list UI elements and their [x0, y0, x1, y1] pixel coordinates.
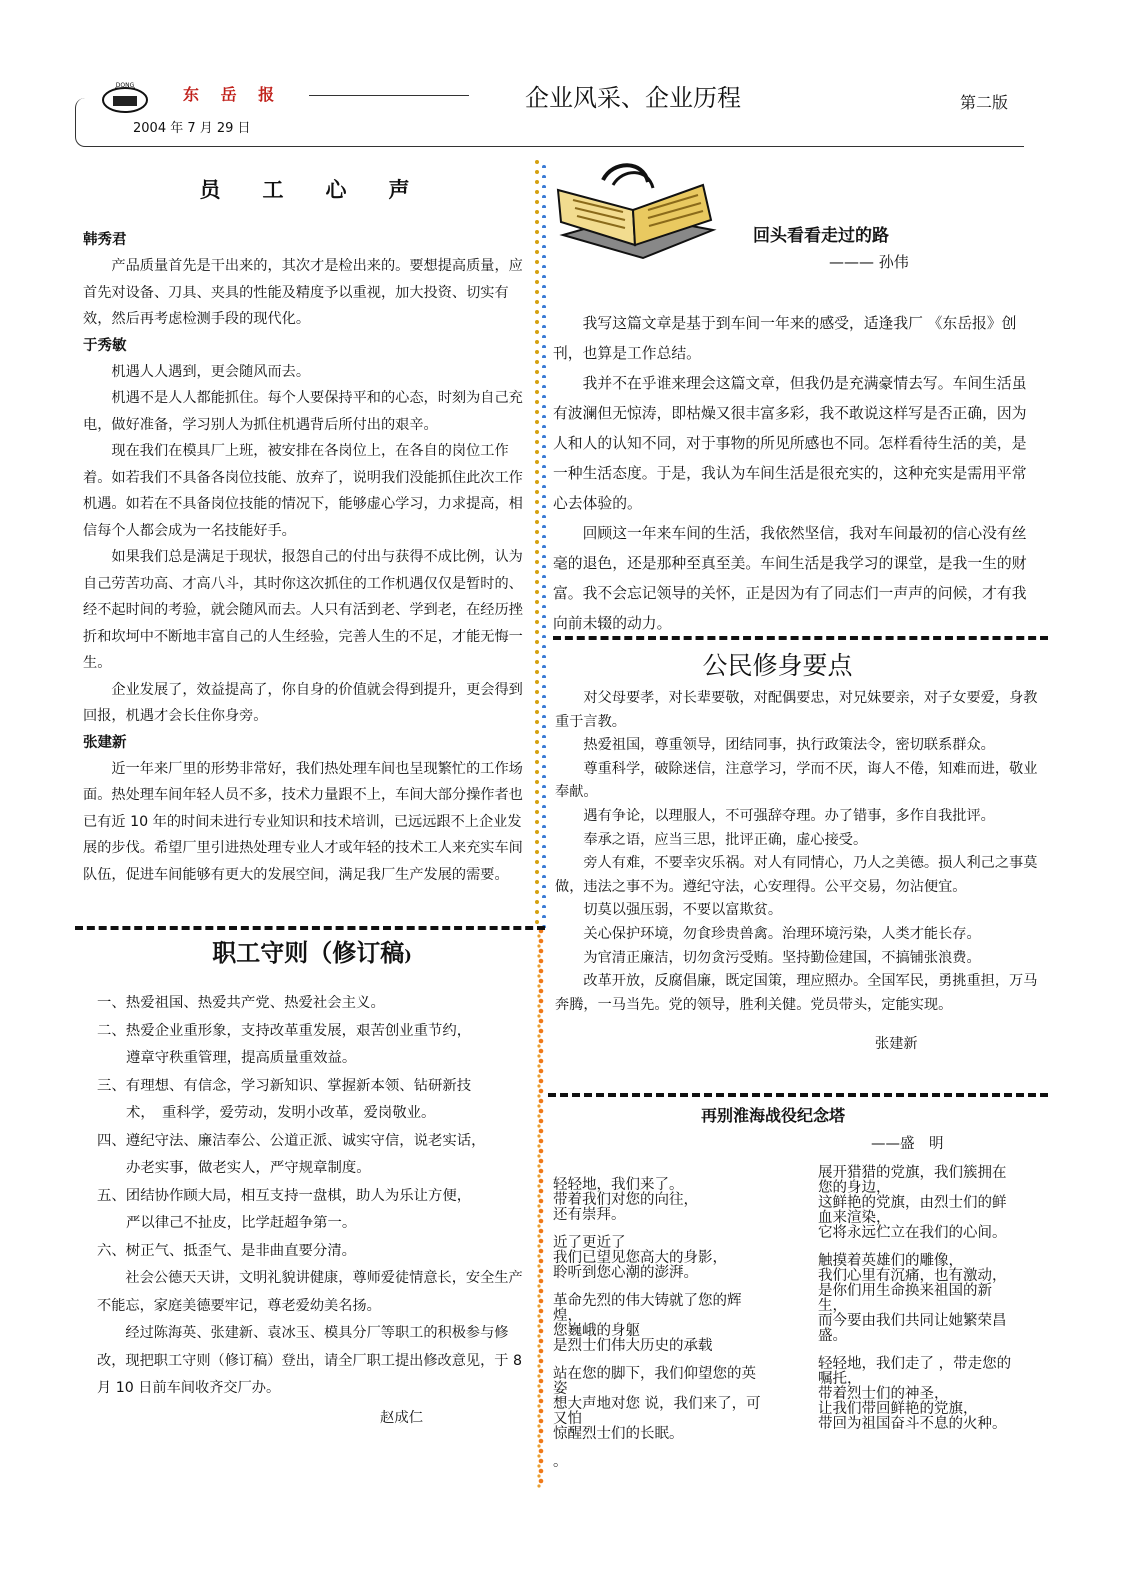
employee-voices-section — [83, 175, 526, 888]
voice-paragraph: 机遇不是人人都能抓住。每个人要保持平和的心态，时刻为自己充电，做好准备，学习别人为抓住机遇背后所付出的艰辛。 — [83, 390, 523, 433]
poem-title: 再别淮海战役纪念塔 — [700, 1106, 845, 1125]
code-item-text: 遵章守秩重管理，提高质量重效益。 — [126, 1050, 357, 1066]
code-signature: 赵成仁 — [380, 1409, 424, 1426]
voice-author-name: 于秀敏 — [83, 337, 127, 354]
poem-line: 还有崇拜。 — [553, 1207, 626, 1223]
look-back-section — [553, 222, 1038, 639]
poem-left-column — [553, 1178, 793, 1483]
poem-line: 您巍峨的身躯 — [553, 1323, 640, 1339]
voice-author-name: 张建新 — [83, 734, 127, 751]
code-item-number: 六、 — [97, 1242, 126, 1259]
poem-line: 触摸着英雄们的雕像， — [818, 1253, 963, 1269]
look-back-paragraph: 回顾这一年来车间的生活，我依然坚信，我对车间最初的信心没有丝毫的退色，还是那种至真至美。车间生活是我学习的课堂，是我一生的财富。我不会忘记领导的关怀，正是因为有了同志们一声声的问候，才有我向前未辍的动力。 — [553, 525, 1027, 632]
poem-section — [553, 1102, 1033, 1470]
logo-text: DONG — [115, 82, 135, 89]
civic-paragraph: 热爱祖国，尊重领导，团结同事，执行政策法令，密切联系群众。 — [583, 737, 995, 754]
code-item-number: 二、 — [97, 1022, 126, 1039]
poem-right-column — [818, 1166, 1038, 1445]
poem-line: 想大声地对您 说，我们来了，可 — [553, 1396, 761, 1412]
poem-line: 。 — [553, 1454, 568, 1470]
look-back-body — [553, 309, 1038, 639]
poem-line: 它将永远伫立在我们的心间。 — [818, 1225, 1007, 1241]
civic-paragraph: 尊重科学，破除迷信，注意学习，学而不厌，诲人不倦，知难而进，敬业奉献。 — [555, 760, 1038, 801]
code-item-line — [97, 1238, 527, 1266]
employee-code-section — [97, 935, 527, 1431]
poem-line: 轻轻地，我们来了。 — [553, 1177, 684, 1193]
poem-stanza — [553, 1294, 793, 1354]
code-item-line — [97, 1128, 527, 1156]
look-back-title: 回头看看走过的路 — [753, 226, 889, 246]
voices-body — [83, 227, 526, 888]
civic-paragraph: 遇有争论，以理服人，不可强辞夺理。办了错事，多作自我批评。 — [583, 807, 995, 824]
header-rule-short — [309, 95, 469, 96]
poem-stanza — [818, 1357, 1038, 1432]
poem-line: 盛。 — [818, 1328, 847, 1344]
code-item-text: 团结协作顾大局，相互支持一盘棋，助人为乐让方便， — [125, 1187, 472, 1204]
poem-line: 带着烈士们的神圣， — [818, 1386, 949, 1402]
code-item-number: 四、 — [97, 1132, 126, 1149]
civic-signature: 张建新 — [875, 1036, 918, 1053]
poem-line: 煌， — [553, 1308, 582, 1324]
poem-line: 近了更近了 — [553, 1235, 626, 1251]
code-body — [97, 990, 527, 1403]
poem-line: 是烈士们伟大历史的承载 — [553, 1338, 713, 1354]
poem-stanza — [553, 1455, 793, 1470]
code-item-line — [97, 1045, 527, 1073]
poem-line: 展开猎猎的党旗，我们簇拥在 — [818, 1165, 1007, 1181]
poem-line: 嘱托， — [818, 1371, 862, 1387]
code-paragraph: 社会公德天天讲，文明礼貌讲健康，尊师爱徒情意长，安全生产不能忘，家庭美德要牢记，尊老爱幼美名扬。 — [97, 1270, 523, 1314]
section-divider-right-1 — [553, 636, 1048, 640]
code-item-text: 热爱企业重形象，支持改革重发展，艰苦创业重节约， — [125, 1022, 472, 1039]
edition-label: 第二版 — [960, 93, 1009, 112]
voice-paragraph: 产品质量首先是干出来的，其次才是检出来的。要想提高质量，应首先对设备、刀具、夹具的性能及精度予以重视，加大投资、切实有效，然后再考虑检测手段的现代化。 — [83, 258, 523, 327]
civic-paragraph: 对父母要孝，对长辈要敬，对配偶要忠，对兄妹要亲，对子女要爱，身教重于言教。 — [555, 690, 1038, 730]
section-divider-right-2 — [548, 1093, 1048, 1097]
voice-paragraph: 如果我们总是满足于现状，报怨自己的付出与获得不成比例，认为自己劳苦功高、才高八斗，其时你这次抓住的工作机遇仅仅是暂时的、经不起时间的考验，就会随风而去。人只有活到老、学到老，在经历挫折和坎坷中不断地丰富自己的人生经验，完善人生的不足，才能无悔一生。 — [83, 549, 523, 671]
look-back-paragraph: 我写这篇文章是基于到车间一年来的感受，适逢我厂 《东岳报》创刊，也算是工作总结。 — [553, 315, 1017, 362]
poem-stanza — [553, 1178, 793, 1223]
civic-paragraph: 关心保护环境，勿食珍贵兽禽。治理环境污染，人类才能长存。 — [583, 925, 981, 942]
code-item-number: 三、 — [97, 1077, 126, 1094]
code-item-line — [97, 1183, 527, 1211]
code-item-text: 树正气、抵歪气、是非曲直要分清。 — [125, 1242, 357, 1259]
code-item-line — [97, 1155, 527, 1183]
look-back-paragraph: 我并不在乎谁来理会这篇文章，但我仍是充满豪情去写。车间生活虽有波澜但无惊涛，即枯燥又很丰富多彩，我不敢说这样写是否正确，因为人和人的认知不同，对于事物的所见所感也不同。怎样看待生活的美，是一种生活态度。于是，我认为车间生活是很充实的，这种充实是需用平常心去体验的。 — [553, 375, 1027, 512]
employee-code-title-text: 职工守则（修订稿 — [212, 938, 405, 967]
poem-line: 又怕 — [553, 1411, 582, 1427]
look-back-author: ——— 孙伟 — [829, 253, 909, 271]
civic-paragraph: 为官清正廉洁，切勿贪污受贿。坚持勤俭建国，不搞铺张浪费。 — [583, 949, 981, 966]
code-item-text: 术， 重科学，爱劳动，发明小改革，爱岗敬业。 — [126, 1105, 436, 1121]
poem-line: 我们已望见您高大的身影， — [553, 1250, 727, 1266]
issue-date: 2004 年 7 月 29 日 — [133, 121, 251, 136]
poem-line: 生， — [818, 1298, 847, 1314]
poem-line: 聆听到您心潮的澎湃。 — [553, 1265, 698, 1281]
employee-voices-title: 员 工 心 声 — [199, 178, 410, 202]
voice-paragraph: 机遇人人遇到，更会随风而去。 — [111, 363, 311, 380]
poem-stanza — [553, 1236, 793, 1281]
paper-name: 东 岳 报 — [183, 85, 283, 104]
code-paragraph: 经过陈海英、张建新、袁冰玉、模具分厂等职工的积极参与修改，现把职工守则（修订稿）登出，请全厂职工提出修改意见，于 8 月 10 日前车间收齐交厂办。 — [97, 1325, 522, 1396]
poem-line: 我们心里有沉痛，也有激动， — [818, 1268, 1007, 1284]
poem-stanza — [818, 1254, 1038, 1344]
code-item-text: 热爱祖国、热爱共产党、热爱社会主义。 — [125, 995, 385, 1011]
civic-body — [555, 687, 1040, 1017]
poem-line: 轻轻地，我们走了 ，带走您的 — [818, 1356, 1012, 1372]
section-title: 企业风采、企业历程 — [525, 84, 741, 112]
poem-line: 而今要由我们共同让她繁荣昌 — [818, 1313, 1007, 1329]
poem-line: 是你们用生命换来祖国的新 — [818, 1283, 992, 1299]
poem-stanza — [818, 1166, 1038, 1241]
poem-stanza — [553, 1367, 793, 1442]
code-item-text: 办老实事，做老实人，严守规章制度。 — [126, 1160, 371, 1176]
civic-paragraph: 改革开放，反腐倡廉，既定国策，理应照办。全国军民，勇挑重担，万马奔腾，一马当先。党的领导，胜利关健。党员带头，定能实现。 — [555, 973, 1038, 1013]
poem-line: 带回为祖国奋斗不息的火种。 — [818, 1416, 1007, 1432]
poem-line: 让我们带回鲜艳的党旗， — [818, 1401, 978, 1417]
column-divider-svg — [533, 158, 549, 1488]
civic-title: 公民修身要点 — [702, 651, 853, 680]
voice-paragraph: 企业发展了，效益提高了，你自身的价值就会得到提升，更会得到回报，机遇才会长住你身旁。 — [83, 681, 523, 724]
voice-paragraph: 近一年来厂里的形势非常好，我们热处理车间也呈现繁忙的工作场面。热处理车间年轻人员不多，技术力量跟不上，车间大部分操作者也已有近 10 年的时间未进行专业知识和技术培训，已远远跟不上企业发展的步伐。希望厂里引进热处理专业人才或年轻的技术工人来充实车间队伍，促进车间能够有更大的发展空间，满足我厂生产发展的需要。 — [83, 760, 523, 883]
code-item-number: 一、 — [97, 995, 126, 1011]
civic-paragraph: 旁人有难，不要幸灾乐祸。对人有同情心，乃人之美德。损人利己之事莫做，违法之事不为。遵纪守法，心安理得。公平交易，勿沾便宜。 — [555, 855, 1038, 895]
code-item-line — [97, 1210, 527, 1238]
code-item-text: 遵纪守法、廉洁奉公、公道正派、诚实守信，说老实话， — [125, 1132, 486, 1149]
poem-line: 血来渲染， — [818, 1210, 891, 1226]
employee-code-title — [97, 935, 527, 990]
poem-line: 您的身边， — [818, 1180, 891, 1196]
masthead — [75, 78, 1025, 148]
voice-paragraph: 现在我们在模具厂上班，被安排在各岗位上，在各自的岗位工作着。如若我们不具备各岗位技能、放弃了，说明我们没能抓住此次工作机遇。如若在不具备岗位技能的情况下，能够虚心学习，力求提高，相信每个人都会成为一名技能好手。 — [83, 443, 523, 539]
code-item-line — [97, 1073, 527, 1101]
civic-paragraph: 切莫以强压弱，不要以富欺贫。 — [583, 902, 783, 919]
civic-section — [555, 645, 1040, 1055]
code-item-number: 五、 — [97, 1187, 126, 1204]
voice-author-name: 韩秀君 — [83, 232, 127, 248]
code-item-line — [97, 1100, 527, 1128]
poem-line: 惊醒烈士们的长眠。 — [553, 1426, 684, 1442]
code-item-line — [97, 1018, 527, 1046]
header-frame — [75, 98, 1024, 147]
poem-line: 姿 — [553, 1381, 568, 1397]
poem-line: 带着我们对您的向往， — [553, 1192, 698, 1208]
section-divider-left — [75, 926, 545, 930]
poem-author: ——盛 明 — [871, 1136, 944, 1152]
civic-paragraph: 奉承之语，应当三思，批评正确，虚心接受。 — [583, 831, 868, 848]
column-divider-decorative — [533, 158, 549, 1488]
poem-line: 站在您的脚下，我们仰望您的英 — [553, 1366, 756, 1382]
employee-code-title-close: ) — [404, 946, 412, 965]
poem-line: 革命先烈的伟大铸就了您的辉 — [553, 1293, 742, 1309]
code-item-text: 严以律己不扯皮，比学赶超争第一。 — [126, 1215, 357, 1231]
code-item-text: 有理想、有信念，学习新知识、掌握新本领、钻研新技 — [125, 1077, 472, 1094]
poem-line: 这鲜艳的党旗，由烈士们的鲜 — [818, 1195, 1007, 1211]
code-item-line — [97, 990, 527, 1018]
